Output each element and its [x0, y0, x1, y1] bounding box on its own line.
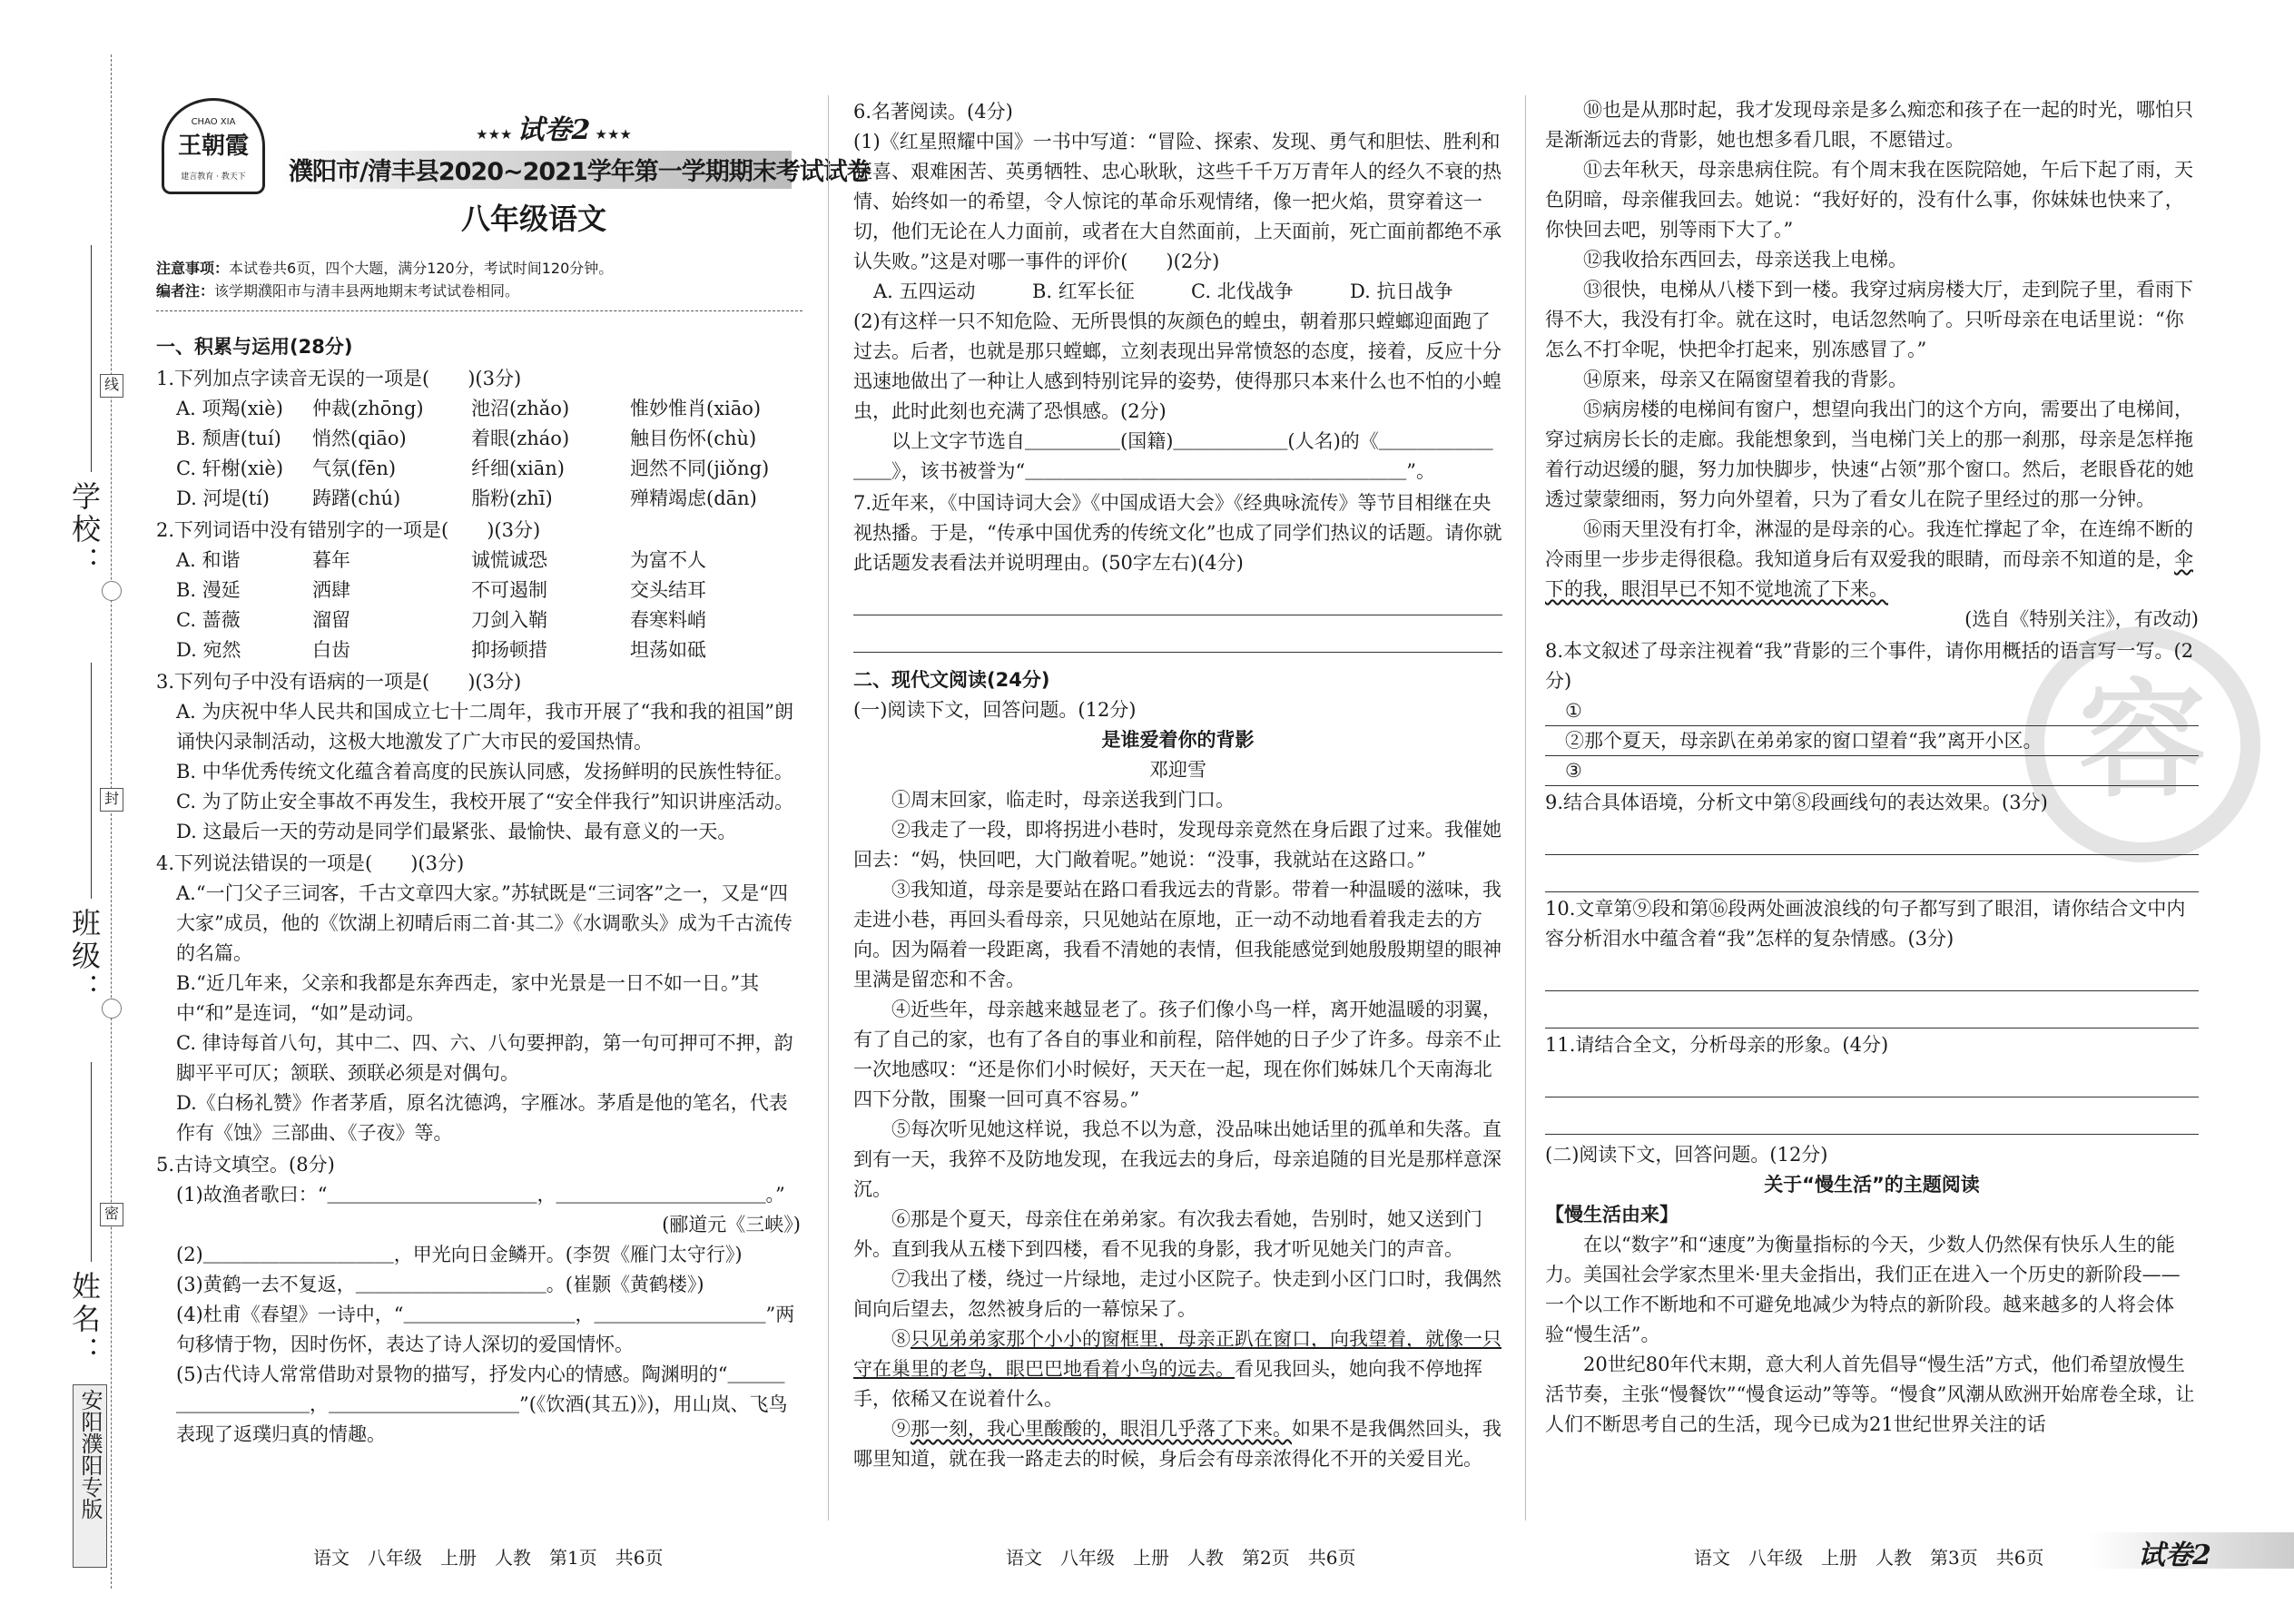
- notice: [156, 257, 801, 302]
- option-cell: 着眼(zháo): [471, 428, 570, 449]
- question-3-option-a: A. 为庆祝中华人民共和国成立七十二周年，我市开展了“我和我的祖国”朗诵快闪录制活动，这极大地激发了广大市民的爱国热情。: [176, 701, 793, 753]
- logo-text: 王朝霞: [177, 133, 249, 160]
- header-divider: [156, 310, 802, 311]
- column-1: [156, 325, 801, 1450]
- editor-text: 该学期濮阳市与清丰县两地期末考试试卷相同。: [214, 282, 520, 300]
- footer-page-3: 语文 八年级 上册 人教 第3页 共6页: [1694, 1547, 2044, 1569]
- article-paragraph: ⑥那是个夏天，母亲住在弟弟家。有次我去看她，告别时，她又送到门外。直到我从五楼下到四楼，看不见我的身影，我才听见她关门的声音。: [853, 1208, 1482, 1260]
- subject-title: 八年级语文: [461, 202, 607, 236]
- article-paragraph-8: ⑧只见弟弟家那个小小的窗框里，母亲正趴在窗口，向我望着，就像一只守在巢里的老鸟，眼巴巴地看着小鸟的远去。看见我回头，她向我不停地挥手，依稀又在说着什么。: [853, 1328, 1501, 1410]
- option-cell: 诚慌诚恐: [471, 549, 547, 571]
- article-paragraph: ⑬很快，电梯从八楼下到一楼。我穿过病房楼大厅，走到院子里，看雨下得不大，我没有打伞。就在这时，电话忽然响了。只听母亲在电话里说：“你怎么不打伞呢，快把伞打起来，别冻感冒了。”: [1545, 279, 2193, 360]
- question-8-1[interactable]: ①: [1545, 696, 2199, 726]
- question-1: 1.下列加点字读音无误的一项是( )(3分): [156, 368, 522, 389]
- article-author: 邓迎雪: [1149, 759, 1206, 781]
- article-paragraph: ②我走了一段，即将拐进小巷时，发现母亲竟然在身后跟了过来。我催她回去：“妈，快回吧，大门敞着呢。”她说：“没事，我就站在这路口。”: [853, 819, 1501, 871]
- option-cell: 踌躇(chú): [312, 487, 401, 509]
- column-2: [853, 95, 1502, 1474]
- question-6-2: (2)有这样一只不知危险、无所畏惧的灰颜色的蝗虫，朝着那只螳螂迎面跑了过去。后者，也就是那只螳螂，立刻表现出异常愤怒的态度，接着，反应十分迅速地做出了一种让人感到特别诧异的姿势，使得那只本来什么也不怕的小蝗虫，此时此刻也充满了恐惧感。(2分): [853, 310, 1501, 422]
- question-8-3[interactable]: ③: [1545, 756, 2199, 786]
- reading-1-intro: (一)阅读下文，回答问题。(12分): [853, 699, 1137, 721]
- name-field[interactable]: [91, 1062, 92, 1262]
- answer-line[interactable]: [1545, 1097, 2199, 1135]
- option-row[interactable]: [156, 454, 801, 484]
- option-cell: B. 漫延: [176, 579, 241, 601]
- question-5-3[interactable]: (3)黄鹤一去不复返，＿＿＿＿＿＿＿＿＿＿。(崔颢《黄鹤楼》): [176, 1274, 704, 1295]
- article-paragraph-9: ⑨那一刻，我心里酸酸的，眼泪几乎落了下来。如果不是我偶然回头，我哪里知道，就在我一路走去的时候，身后会有母亲浓得化不开的关爱目光。: [853, 1418, 1501, 1470]
- article-paragraph: ⑤每次听见她这样说，我总不以为意，没品味出她话里的孤单和失落。直到有一天，我猝不及防地发现，在我远去的身后，母亲追随的目光是那样意深沉。: [853, 1118, 1501, 1200]
- underlined-sentence: 只见弟弟家那个小小的窗框里，母亲正趴在窗口，向我望着，就像一只守在巢里的老鸟，眼巴巴地看着小鸟的远去。: [853, 1328, 1501, 1380]
- option-cell: B. 颓唐(tuí): [176, 428, 281, 449]
- option-cell: 白齿: [312, 639, 350, 661]
- school-label: 学校：: [67, 481, 102, 579]
- article-paragraph: ⑫我收拾东西回去，母亲送我上电梯。: [1583, 249, 1907, 271]
- article-paragraph: ④近些年，母亲越来越显老了。孩子们像小鸟一样，离开她温暖的羽翼，有了自己的家，也有了各自的事业和前程，陪伴她的日子少了许多。母亲不止一次地感叹：“还是你们小时候好，天天在一起，现在你们姊妹几个天南海北四下分散，围聚一回可真不容易。”: [853, 999, 1501, 1110]
- article-paragraph-16: ⑯雨天里没有打伞，淋湿的是母亲的心。我连忙撑起了伞，在连绵不断的冷雨里一步步走得很稳。我知道身后有双爱我的眼睛，而母亲不知道的是，伞下的我，眼泪早已不知不觉地流了下来。: [1545, 518, 2193, 600]
- option-cell: 抑扬顿措: [471, 639, 547, 661]
- option-cell: 为富不人: [630, 549, 706, 571]
- option-cell: 脂粉(zhī): [471, 487, 553, 509]
- option-d[interactable]: D. 抗日战争: [1350, 281, 1453, 302]
- wavy-sentence: 伞下的我，眼泪早已不知不觉地流了下来。: [1545, 548, 2193, 600]
- question-6-options: [853, 277, 1502, 307]
- fold-line: [111, 54, 112, 1589]
- question-3-option-b: B. 中华优秀传统文化蕴含着高度的民族认同感，发扬鲜明的民族性特征。: [176, 761, 793, 782]
- option-cell: 气氛(fēn): [312, 458, 397, 479]
- answer-line[interactable]: [1545, 855, 2199, 892]
- class-label: 班级：: [67, 908, 102, 1006]
- option-cell: 纤细(xiān): [471, 458, 565, 479]
- footer-tag: 试卷2: [2138, 1540, 2211, 1571]
- article-2-subheading: 【慢生活由来】: [1545, 1204, 1679, 1225]
- edition-label: 安阳濮阳专版: [77, 1389, 103, 1520]
- question-5-2[interactable]: (2)＿＿＿＿＿＿＿＿＿＿，甲光向日金鳞开。(李贺《雁门太守行》): [176, 1244, 743, 1265]
- option-cell: 暮年: [312, 549, 350, 571]
- option-cell: 触目伤怀(chù): [630, 428, 757, 449]
- question-10: 10.文章第⑨段和第⑯段两处画波浪线的句子都写到了眼泪，请你结合文中内容分析泪水中蕴含着“我”怎样的复杂情感。(3分): [1545, 898, 2186, 950]
- article-paragraphs-cont: [1545, 95, 2199, 515]
- column-3: [1545, 95, 2199, 1440]
- option-row[interactable]: [156, 484, 801, 514]
- question-4-option-d: D.《白杨礼赞》作者茅盾，原名沈德鸿，字雁冰。茅盾是他的笔名，代表作有《蚀》三部曲、《子夜》等。: [176, 1092, 788, 1144]
- option-cell: A. 项羯(xiè): [176, 398, 283, 419]
- article-paragraph: ⑭原来，母亲又在隔窗望着我的背影。: [1583, 369, 1907, 390]
- question-3-option-d: D. 这最后一天的劳动是同学们最紧张、最愉快、最有意义的一天。: [176, 821, 737, 842]
- article-paragraph: ⑪去年秋天，母亲患病住院。有个周末我在医院陪她，午后下起了雨，天色阴暗，母亲催我回去。她说：“我好好的，没有什么事，你妹妹也快来了，你快回去吧，别等雨下大了。”: [1545, 159, 2193, 241]
- option-cell: 溜留: [312, 609, 350, 631]
- logo-sub-top: CHAO XIA: [191, 117, 236, 127]
- article-paragraph: ①周末回家，临走时，母亲送我到门口。: [891, 789, 1235, 811]
- article-2-paragraph: 20世纪80年代末期，意大利人首先倡导“慢生活”方式，他们希望放慢生活节奏，主张“慢餐饮”“慢食运动”等等。“慢食”风潮从欧洲开始席卷全球，让人们不断思考自己的生活，现今已成为21世纪世界关注的话: [1545, 1353, 2195, 1435]
- question-3-option-c: C. 为了防止安全事故不再发生，我校开展了“安全伴我行”知识讲座活动。: [176, 791, 794, 812]
- question-6-3[interactable]: 以上文字节选自＿＿＿＿＿(国籍)＿＿＿＿＿＿(人名)的《＿＿＿＿＿＿＿＿》，该书被誉为“＿＿＿＿＿＿＿＿＿＿＿＿＿＿＿＿＿＿＿＿”。: [853, 430, 1493, 482]
- question-11: 11.请结合全文，分析母亲的形象。(4分): [1545, 1034, 1889, 1056]
- option-cell: 交头结耳: [630, 579, 706, 601]
- question-4-option-c: C. 律诗每首八句，其中二、四、六、八句要押韵，第一句可押可不押，韵脚平平可仄；颔联、颈联必须是对偶句。: [176, 1032, 793, 1084]
- watermark-char: 容: [2078, 667, 2206, 815]
- question-5-1[interactable]: (1)故渔者歌曰：“＿＿＿＿＿＿＿＿＿＿＿，＿＿＿＿＿＿＿＿＿＿＿。”: [176, 1184, 785, 1206]
- option-cell: C. 轩榭(xiè): [176, 458, 284, 479]
- option-cell: 悄然(qiāo): [312, 428, 407, 449]
- editor-label: 编者注：: [156, 282, 215, 300]
- article-source: (选自《特别关注》，有改动): [1964, 608, 2199, 630]
- article-paragraph: ③我知道，母亲是要站在路口看我远去的背影。带着一种温暖的滋味，我走进小巷，再回头看母亲，只见她站在原地，正一动不动地看着我走去的方向。因为隔着一段距离，我看不清她的表情，但我能感觉到她殷殷期望的眼神里满是留恋和不舍。: [853, 879, 1501, 990]
- option-cell: 刀剑入鞘: [471, 609, 547, 631]
- publisher-logo: [162, 98, 265, 194]
- option-row[interactable]: [156, 546, 801, 576]
- footer-page-1: 语文 八年级 上册 人教 第1页 共6页: [313, 1547, 664, 1569]
- paper-tag-label: 试卷2: [517, 114, 591, 146]
- question-8: 8.本文叙述了母亲注视着“我”背影的三个事件，请你用概括的语言写一写。(2分): [1545, 640, 2194, 692]
- question-7: 7.近年来，《中国诗词大会》《中国成语大会》《经典咏流传》等节目相继在央视热播。于是，“传承中国优秀的传统文化”也成了同学们热议的话题。请你就此话题发表看法并说明理由。(50字左右)(4分): [853, 492, 1502, 574]
- option-cell: D. 河堤(tí): [176, 487, 270, 509]
- section-2-title: 二、现代文阅读(24分): [853, 669, 1050, 691]
- option-row[interactable]: [156, 394, 801, 424]
- class-field[interactable]: [91, 663, 92, 899]
- answer-line[interactable]: [1545, 1060, 2199, 1097]
- wavy-sentence: 那一刻，我心里酸酸的，眼泪几乎落了下来。: [911, 1418, 1292, 1440]
- article-2-paragraph: 在以“数字”和“速度”为衡量指标的今天，少数人仍然保有快乐人生的能力。美国社会学家杰里米·里夫金指出，我们正在进入一个历史的新阶段——一个以工作不断地和不可避免地减少为特点的新阶段。越来越多的人将会体验“慢生活”。: [1545, 1234, 2181, 1345]
- question-4-option-a: A.“一门父子三词客，千古文章四大家。”苏轼既是“三词客”之一，又是“四大家”成员，他的《饮湖上初晴后雨二首·其二》《水调歌头》成为千古流传的名篇。: [176, 882, 793, 964]
- option-row[interactable]: [156, 424, 801, 454]
- option-a[interactable]: A. 五四运动: [873, 281, 976, 302]
- answer-line[interactable]: [853, 578, 1502, 615]
- edition-box: [73, 1384, 107, 1568]
- option-cell: 池沼(zhǎo): [471, 398, 570, 419]
- footer-page-2: 语文 八年级 上册 人教 第2页 共6页: [1006, 1547, 1356, 1569]
- article-title: 是谁爱着你的背影: [1101, 729, 1255, 751]
- question-5-4[interactable]: (4)杜甫《春望》一诗中，“＿＿＿＿＿＿＿＿＿，＿＿＿＿＿＿＿＿＿”两句移情于物，因时伤怀，表达了诗人深切的爱国情怀。: [176, 1304, 795, 1355]
- notice-label: 注意事项：: [156, 260, 230, 277]
- binding-sidebar: [0, 0, 136, 1624]
- article-paragraphs: [853, 785, 1502, 1324]
- seal-char-line: 线: [100, 374, 123, 398]
- question-9: 9.结合具体语境，分析文中第⑧段画线句的表达效果。(3分): [1545, 792, 2048, 813]
- option-cell: 坦荡如砥: [630, 639, 706, 661]
- exam-title: 濮阳市/清丰县2020~2021学年第一学期期末考试试卷: [289, 158, 871, 186]
- question-6-1: (1)《红星照耀中国》一书中写道：“冒险、探索、发现、勇气和胆怯、胜利和狂喜、艰难困苦、英勇牺牲、忠心耿耿，这些千千万万青年人的经久不衰的热情、始终如一的希望，令人惊诧的革命乐观情绪，像一把火焰，贯穿着这一切，他们无论在人力面前，或者在大自然面前，上天面前，死亡面前都绝不承认失败。”这是对哪一事件的评价( )(2分): [853, 131, 1501, 272]
- option-b[interactable]: B. 红军长征: [1032, 281, 1135, 302]
- question-2: 2.下列词语中没有错别字的一项是( )(3分): [156, 519, 541, 541]
- stars-right: ★★★: [595, 126, 632, 143]
- logo-sub-bottom: 建言教育 · 教天下: [181, 172, 246, 182]
- question-8-2[interactable]: ②那个夏天，母亲趴在弟弟家的窗口望着“我”离开小区。: [1545, 726, 2199, 756]
- option-cell: 洒肆: [312, 579, 350, 601]
- question-2-options: [156, 546, 801, 665]
- option-cell: D. 宛然: [176, 639, 241, 661]
- school-field[interactable]: [91, 245, 92, 472]
- option-cell: C. 蔷薇: [176, 609, 241, 631]
- stars-left: ★★★: [476, 126, 513, 143]
- option-cell: A. 和谐: [176, 549, 241, 571]
- column-divider: [1525, 95, 1526, 1521]
- answer-line[interactable]: [1545, 818, 2199, 855]
- question-6: 6.名著阅读。(4分): [853, 101, 1013, 123]
- answer-line[interactable]: [1545, 991, 2199, 1029]
- section-1-title: 一、积累与运用(28分): [156, 336, 353, 358]
- question-5: 5.古诗文填空。(8分): [156, 1154, 335, 1176]
- option-cell: 殚精竭虑(dān): [630, 487, 757, 509]
- reading-2-intro: (二)阅读下文，回答问题。(12分): [1545, 1144, 1828, 1166]
- option-row[interactable]: [156, 635, 801, 665]
- binding-hole: [102, 581, 122, 601]
- option-row[interactable]: [156, 576, 801, 605]
- question-4: 4.下列说法错误的一项是( )(3分): [156, 852, 465, 874]
- option-cell: 仲裁(zhōng): [312, 398, 424, 419]
- paper-tag: [445, 107, 663, 147]
- answer-line[interactable]: [1545, 954, 2199, 991]
- question-5-1-source: (郦道元《三峡》): [662, 1214, 801, 1235]
- seal-char-secret: 密: [100, 1203, 123, 1226]
- option-cell: 春寒料峭: [630, 609, 706, 631]
- option-cell: 惟妙惟肖(xiāo): [630, 398, 762, 419]
- notice-text: 本试卷共6页，四个大题，满分120分，考试时间120分钟。: [229, 260, 614, 277]
- question-3: 3.下列句子中没有语病的一项是( )(3分): [156, 671, 522, 693]
- option-cell: 迥然不同(jiǒng): [630, 458, 770, 479]
- article-paragraph: ⑮病房楼的电梯间有窗户，想望向我出门的这个方向，需要出了电梯间，穿过病房长长的走廊。我能想象到，当电梯门关上的那一刹那，母亲是怎样拖着行动迟缓的腿，努力加快脚步，快速“占领”那个窗口。然后，老眼昏花的她透过蒙蒙细雨，努力向外望着，只为了看女儿在院子里经过的那一分钟。: [1545, 399, 2194, 510]
- answer-line[interactable]: [853, 615, 1502, 653]
- option-cell: 不可遏制: [471, 579, 547, 601]
- name-label: 姓名：: [67, 1271, 102, 1369]
- option-row[interactable]: [156, 605, 801, 635]
- article-paragraph: ⑦我出了楼，绕过一片绿地，走过小区院子。快走到小区门口时，我偶然间向后望去，忽然被身后的一幕惊呆了。: [853, 1268, 1501, 1320]
- column-divider: [828, 95, 829, 1521]
- question-4-option-b: B.“近几年来，父亲和我都是东奔西走，家中光景是一日不如一日。”其中“和”是连词，“如”是动词。: [176, 972, 760, 1024]
- option-c[interactable]: C. 北伐战争: [1191, 281, 1294, 302]
- article-2-title: 关于“慢生活”的主题阅读: [1764, 1174, 1980, 1196]
- seal-char-seal: 封: [100, 788, 123, 812]
- question-5-5[interactable]: (5)古代诗人常常借助对景物的描写，抒发内心的情感。陶渊明的“＿＿＿＿＿＿＿＿＿＿，＿＿＿＿＿＿＿＿＿＿”(《饮酒(其五)》)，用山岚、飞鸟表现了返璞归真的情趣。: [176, 1363, 788, 1445]
- question-1-options: [156, 394, 801, 514]
- article-paragraph: ⑩也是从那时起，我才发现母亲是多么痴恋和孩子在一起的时光，哪怕只是渐渐远去的背影，她也想多看几眼，不愿错过。: [1545, 99, 2193, 151]
